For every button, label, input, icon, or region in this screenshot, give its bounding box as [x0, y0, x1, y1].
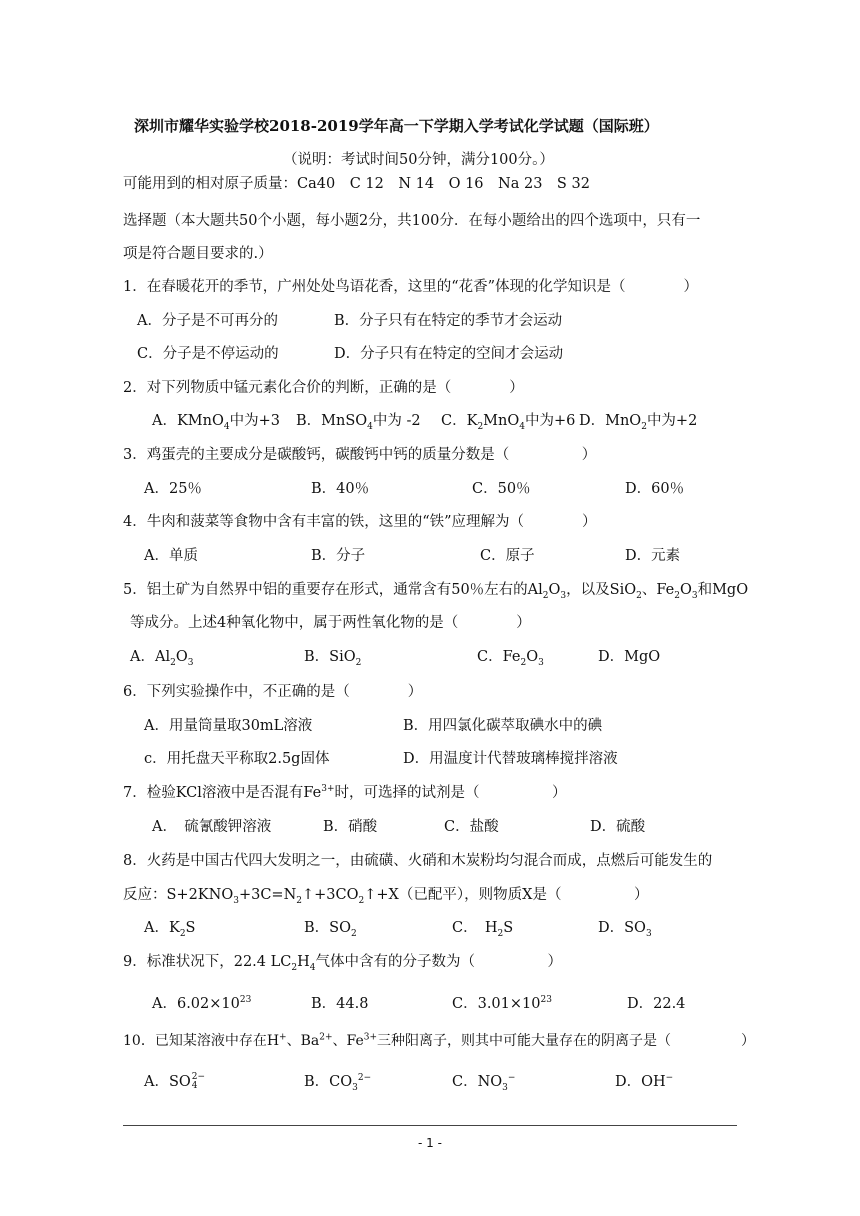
question-6-option-b: B．用四氯化碳萃取碘水中的碘: [403, 718, 603, 734]
question-5-option-b: B．SiO$_2$: [304, 649, 362, 668]
question-4-option-d: D．元素: [625, 548, 681, 564]
question-8-stem-line1: 8．火药是中国古代四大发明之一，由硫磺、火硝和木炭粉均匀混合而成，点燃后可能发生的: [123, 853, 713, 869]
footer-divider: [123, 1125, 737, 1126]
question-7-option-a: A． 硫氰酸钾溶液: [152, 819, 272, 835]
question-3-option-b: B．40％: [311, 481, 370, 497]
question-5-stem-line1: 5．铝土矿为自然界中铝的重要存在形式，通常含有50％左右的$Al_2O_3$，以及SiO$_2$、$Fe_2O_3$和MgO: [123, 582, 749, 601]
question-10-stem: 10．已知某溶液中存在H+、$Ba^{2+}$、$Fe^{3+}$三种阳离子，则其中可能大量存在的阴离子是（ ）: [123, 1032, 756, 1049]
question-7-option-b: B．硝酸: [323, 819, 378, 835]
question-5-option-c: C．$Fe_2O_3$: [477, 649, 544, 668]
question-3-option-d: D．60％: [625, 481, 685, 497]
question-4-stem: 4．牛肉和菠菜等食物中含有丰富的铁，这里的“铁”应理解为（ ）: [123, 514, 597, 530]
question-4-option-c: C．原子: [480, 548, 535, 564]
question-4-option-b: B．分子: [311, 548, 366, 564]
question-6-option-d: D．用温度计代替玻璃棒搅拌溶液: [403, 751, 618, 767]
question-5-stem-line2: 等成分。上述4种氧化物中，属于两性氧化物的是（ ）: [130, 615, 531, 631]
question-10-option-d: D．OH−: [615, 1073, 674, 1090]
question-8-option-b: B．$SO_2$: [304, 920, 357, 939]
question-6-stem: 6．下列实验操作中，不正确的是（ ）: [123, 684, 423, 700]
question-1-option-d: D．分子只有在特定的空间才会运动: [334, 346, 564, 362]
question-1-stem: 1．在春暖花开的季节，广州处处鸟语花香，这里的“花香”体现的化学知识是（ ）: [123, 279, 699, 295]
question-9-option-d: D．22.4: [627, 996, 686, 1012]
section-instructions-line1: 选择题（本大题共50个小题，每小题2分，共100分．在每小题给出的四个选项中，只有一: [123, 213, 701, 229]
question-10-option-a: A．SO 2− 4: [144, 1072, 206, 1091]
question-9-option-a: A．$6.02\times 10^{23}$: [152, 995, 252, 1012]
question-9-option-b: B．44.8: [311, 996, 369, 1012]
question-3-option-a: A．25％: [144, 481, 202, 497]
question-5-option-d: D．MgO: [598, 649, 661, 665]
atomic-masses: 可能用到的相对原子质量：Ca40 C 12 N 14 O 16 Na 23 S 32: [123, 176, 590, 192]
question-4-option-a: A．单质: [144, 548, 198, 564]
page-number: - 1 -: [418, 1136, 442, 1150]
question-8-stem-line2: 反应：$S+2KNO_3+3C=N_2↑+3CO_2↑+X$（已配平），则物质X是（ ）: [123, 887, 649, 906]
question-9-stem: 9．标准状况下，22.4 $LC_2H_4$气体中含有的分子数为（ ）: [123, 954, 562, 973]
question-2-option-c: C．$K_2MnO_4$中为+6: [441, 413, 576, 432]
question-3-stem: 3．鸡蛋壳的主要成分是碳酸钙，碳酸钙中钙的质量分数是（ ）: [123, 447, 597, 463]
question-5-option-a: A．$Al_2O_3$: [130, 649, 194, 668]
question-1-option-a: A．分子是不可再分的: [137, 313, 278, 329]
question-2-option-d: D．MnO$_2$中为+2: [579, 413, 698, 432]
exam-note: （说明：考试时间50分钟，满分100分。）: [283, 152, 554, 168]
section-instructions-line2: 项是符合题目要求的.）: [123, 246, 273, 262]
question-10-option-c: C．$NO_3^-$: [452, 1073, 516, 1093]
question-7-stem: 7．检验KCl溶液中是否混有$Fe^{3+}$时，可选择的试剂是（ ）: [123, 784, 567, 801]
sulfate-charge-stack: 2− 4: [191, 1072, 206, 1091]
exam-title: 深圳市耀华实验学校2018-2019学年高一下学期入学考试化学试题（国际班）: [134, 117, 659, 135]
question-2-option-b: B．MnSO$_4$中为 -2: [296, 413, 421, 432]
question-7-option-c: C．盐酸: [444, 819, 499, 835]
question-6-option-a: A．用量筒量取30mL溶液: [144, 718, 313, 734]
question-8-option-c: C． $H_2S$: [452, 920, 514, 939]
question-7-option-d: D．硫酸: [590, 819, 646, 835]
question-6-option-c: c．用托盘天平称取2.5g固体: [144, 751, 330, 767]
question-2-stem: 2．对下列物质中锰元素化合价的判断，正确的是（ ）: [123, 380, 524, 396]
question-1-option-c: C．分子是不停运动的: [137, 346, 279, 362]
question-1-option-b: B．分子只有在特定的季节才会运动: [334, 313, 563, 329]
question-3-option-c: C．50％: [472, 481, 531, 497]
question-9-option-c: C．$3.01\times 10^{23}$: [452, 995, 552, 1012]
question-2-option-a: A．KMnO$_4$中为+3: [152, 413, 280, 432]
question-10-option-b: B．$CO_3^{2-}$: [304, 1073, 372, 1093]
question-8-option-d: D．$SO_3$: [598, 920, 652, 939]
question-8-option-a: A．$K_2S$: [144, 920, 196, 939]
